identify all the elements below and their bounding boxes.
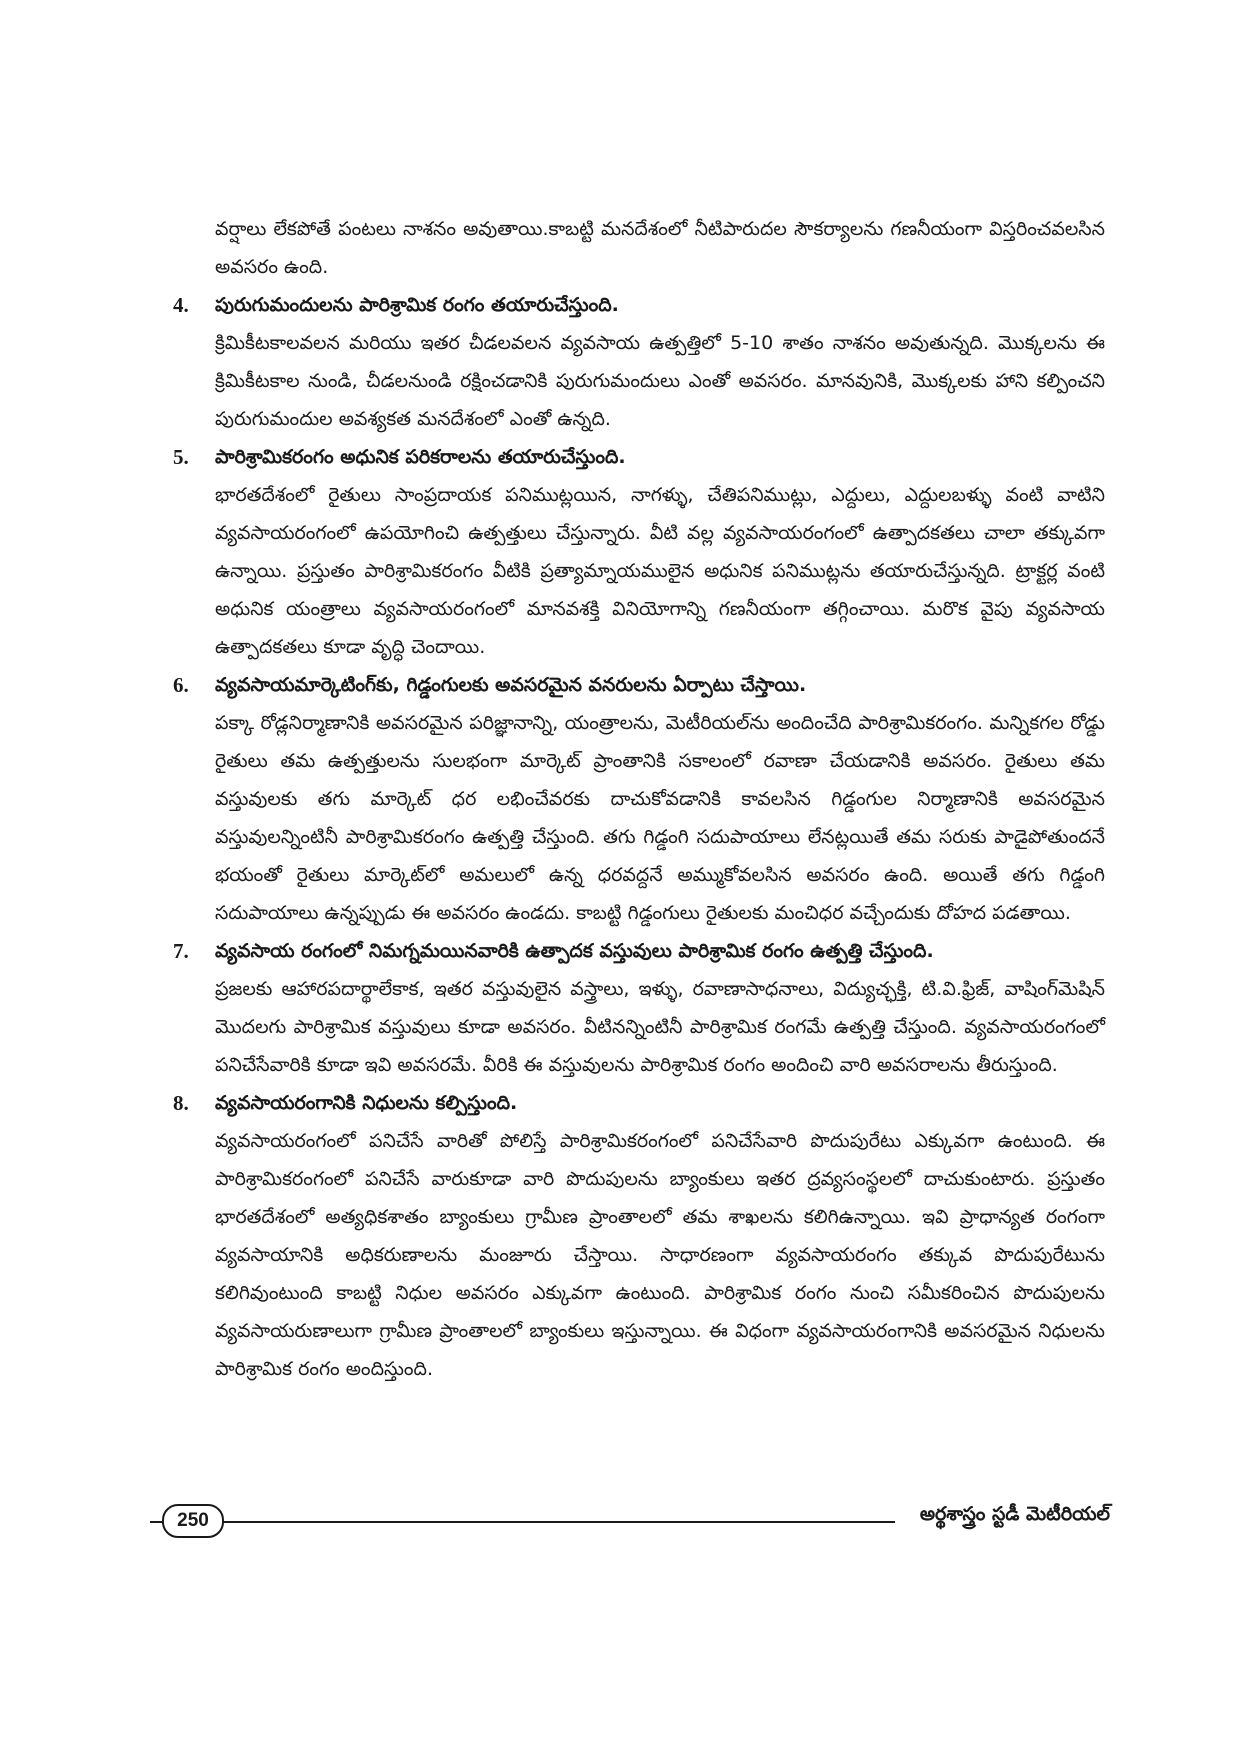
section-heading-text: పారిశ్రామికరంగం అధునిక పరికరాలను తయారుచేస్తుంది. [215,446,626,468]
page-content [173,210,1105,1388]
section-number: 4. [173,293,189,317]
section-number: 8. [173,1091,189,1115]
section-body: పక్కా రోడ్లనిర్మాణానికి అవసరమైన పరిజ్ఞానాన్ని, యంత్రాలను, మెటీరియల్‌ను అందించేది పారిశ్రామికరంగం. మన్నికగల రోడ్డు రైతులు తమ ఉత్పత్తులను సులభంగా మార్కెట్ ప్రాంతానికి సకాలంలో రవాణా చేయడానికి అవసరం. రైతులు తమ వస్తువులకు తగు మార్కెట్ ధర లభించేవరకు దాచుకోవడానికి కావలసిన గిడ్డంగుల నిర్మాణానికి అవసరమైన వస్తువులన్నింటినీ పారిశ్రామికరంగం ఉత్పత్తి చేస్తుంది. తగు గిడ్డంగి సదుపాయాలు లేనట్లయితే తమ సరుకు పాడైపోతుందనే భయంతో రైతులు మార్కెట్‌లో అమలులో ఉన్న ధరవద్దనే అమ్ముకోవలసిన అవసరం ఉంది. అయితే తగు గిడ్డంగి సదుపాయాలు ఉన్నప్పుడు ఈ అవసరం ఉండదు. కాబట్టి గిడ్డంగులు రైతులకు మంచిధర వచ్చేందుకు దోహద పడతాయి. [215,712,1105,924]
page-number-badge: 250 [162,1504,224,1538]
section-7 [173,932,1105,1084]
book-title: అర్థశాస్త్రం స్టడీ మెటీరియల్ [919,1503,1110,1525]
section-heading [173,438,1105,476]
section-5 [173,438,1105,666]
section-heading-text: వ్యవసాయమార్కెటింగ్‌కు, గిడ్డంగులకు అవసరమైన వనరులను ఏర్పాటు చేస్తాయి. [215,674,807,696]
page-footer [150,1502,1110,1542]
section-body: ప్రజలకు ఆహారపదార్థాలేకాక, ఇతర వస్తువులైన వస్త్రాలు, ఇళ్ళు, రవాణాసాధనాలు, విద్యుచ్ఛక్తి, టి.వి.ఫ్రిజ్, వాషింగ్‌మెషిన్ మొదలగు పారిశ్రామిక వస్తువులు కూడా అవసరం. వీటినన్నింటినీ పారిశ్రామిక రంగమే ఉత్పత్తి చేస్తుంది. వ్యవసాయరంగంలో పనిచేసేవారికి కూడా ఇవి అవసరమే. వీరికి ఈ వస్తువులను పారిశ్రామిక రంగం అందించి వారి అవసరాలను తీరుస్తుంది. [215,978,1105,1076]
section-number: 6. [173,673,189,697]
section-heading [173,1084,1105,1122]
section-heading [173,666,1105,704]
section-number: 5. [173,445,189,469]
section-heading-text: వ్యవసాయ రంగంలో నిమగ్నమయినవారికి ఉత్పాదక వస్తువులు పారిశ్రామిక రంగం ఉత్పత్తి చేస్తుంది. [215,940,934,962]
section-body: భారతదేశంలో రైతులు సాంప్రదాయక పనిముట్లయిన, నాగళ్ళు, చేతిపనిముట్లు, ఎద్దులు, ఎద్దులబళ్ళు వంటి వాటిని వ్యవసాయరంగంలో ఉపయోగించి ఉత్పత్తులు చేస్తున్నారు. వీటి వల్ల వ్యవసాయరంగంలో ఉత్పాదకతలు చాలా తక్కువగా ఉన్నాయి. ప్రస్తుతం పారిశ్రామికరంగం వీటికి ప్రత్యామ్నాయములైన అధునిక పనిముట్లను తయారుచేస్తున్నది. ట్రాక్టర్ల వంటి అధునిక యంత్రాలు వ్యవసాయరంగంలో మానవశక్తి వినియోగాన్ని గణనీయంగా తగ్గించాయి. మరొక వైపు వ్యవసాయ ఉత్పాదకతలు కూడా వృద్ధి చెందాయి. [215,484,1105,658]
footer-rule [160,1521,895,1523]
section-heading [173,286,1105,324]
section-body: వ్యవసాయరంగంలో పనిచేసే వారితో పోలిస్తే పారిశ్రామికరంగంలో పనిచేసేవారి పొదుపురేటు ఎక్కువగా ఉంటుంది. ఈ పారిశ్రామికరంగంలో పనిచేసే వారుకూడా వారి పొదుపులను బ్యాంకులు ఇతర ద్రవ్యసంస్థలలో దాచుకుంటారు. ప్రస్తుతం భారతదేశంలో అత్యధికశాతం బ్యాంకులు గ్రామీణ ప్రాంతాలలో తమ శాఖలను కలిగిఉన్నాయి. ఇవి ప్రాధాన్యత రంగంగా వ్యవసాయానికి అధికరుణాలను మంజూరు చేస్తాయి. సాధారణంగా వ్యవసాయరంగం తక్కువ పొదుపురేటును కలిగివుంటుంది కాబట్టి నిధుల అవసరం ఎక్కువగా ఉంటుంది. పారిశ్రామిక రంగం నుంచి సమీకరించిన పొదుపులను వ్యవసాయరుణాలుగా గ్రామీణ ప్రాంతాలలో బ్యాంకులు ఇస్తున్నాయి. ఈ విధంగా వ్యవసాయరంగానికి అవసరమైన నిధులను పారిశ్రామిక రంగం అందిస్తుంది. [215,1130,1105,1380]
section-heading-text: వ్యవసాయరంగానికి నిధులను కల్పిస్తుంది. [215,1092,518,1114]
section-heading [173,932,1105,970]
section-4 [173,286,1105,438]
section-8 [173,1084,1105,1388]
section-body: క్రిమికీటకాలవలన మరియు ఇతర చీడలవలన వ్యవసాయ ఉత్పత్తిలో 5-10 శాతం నాశనం అవుతున్నది. మొక్కలను ఈ క్రిమికీటకాల నుండి, చీడలనుండి రక్షించడానికి పురుగుమందులు ఎంతో అవసరం. మానవునికి, మొక్కలకు హాని కల్పించని పురుగుమందుల అవశ్యకత మనదేశంలో ఎంతో ఉన్నది. [215,332,1105,430]
intro-paragraph: వర్షాలు లేకపోతే పంటలు నాశనం అవుతాయి.కాబట్టి మనదేశంలో నీటిపారుదల సౌకర్యాలను గణనీయంగా విస్తరించవలసిన అవసరం ఉంది. [215,218,1105,278]
section-6 [173,666,1105,932]
section-heading-text: పురుగుమందులను పారిశ్రామిక రంగం తయారుచేస్తుంది. [215,294,619,316]
section-number: 7. [173,939,189,963]
